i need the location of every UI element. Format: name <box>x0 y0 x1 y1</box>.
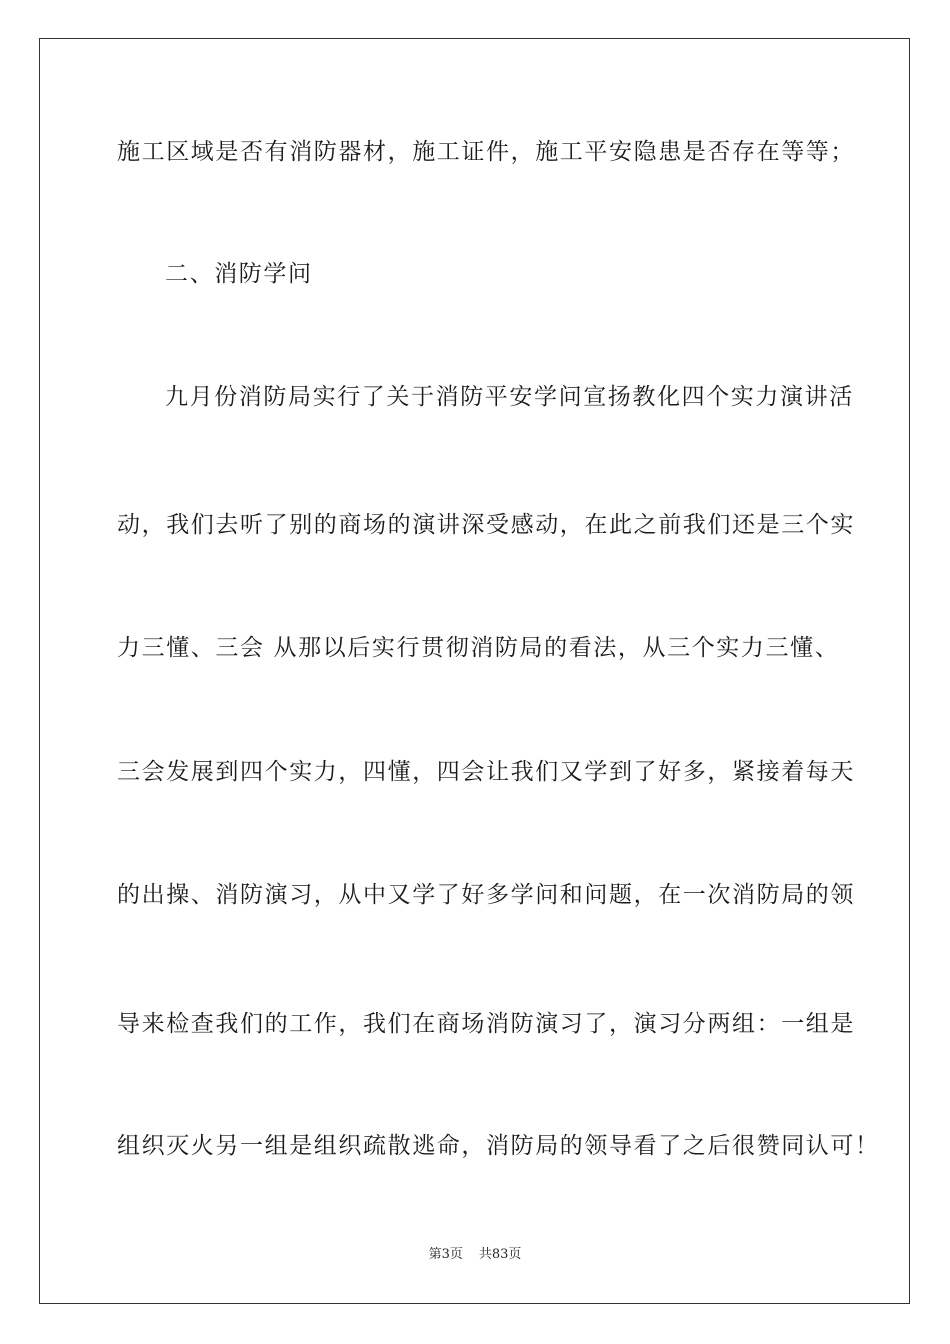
body-line: 施工区域是否有消防器材，施工证件，施工平安隐患是否存在等等； <box>117 139 855 165</box>
body-line: 导来检查我们的工作，我们在商场消防演习了，演习分两组：一组是 <box>117 1011 855 1037</box>
body-line: 的出操、消防演习，从中又学了好多学问和问题，在一次消防局的领 <box>117 882 855 908</box>
body-line: 三会发展到四个实力，四懂，四会让我们又学到了好多，紧接着每天 <box>117 759 855 785</box>
page-border <box>39 38 910 1304</box>
page-number-current: 第3页 <box>428 1247 463 1262</box>
page-number-total: 共83页 <box>478 1247 522 1262</box>
section-heading: 二、消防学问 <box>165 261 313 287</box>
body-line: 组织灭火另一组是组织疏散逃命，消防局的领导看了之后很赞同认可！ <box>117 1133 880 1159</box>
page-footer <box>0 1246 950 1264</box>
body-line: 九月份消防局实行了关于消防平安学问宣扬教化四个实力演讲活 <box>165 384 854 410</box>
body-line: 动，我们去听了别的商场的演讲深受感动，在此之前我们还是三个实 <box>117 512 855 538</box>
body-line: 力三懂、三会 从那以后实行贯彻消防局的看法，从三个实力三懂、 <box>117 635 840 661</box>
